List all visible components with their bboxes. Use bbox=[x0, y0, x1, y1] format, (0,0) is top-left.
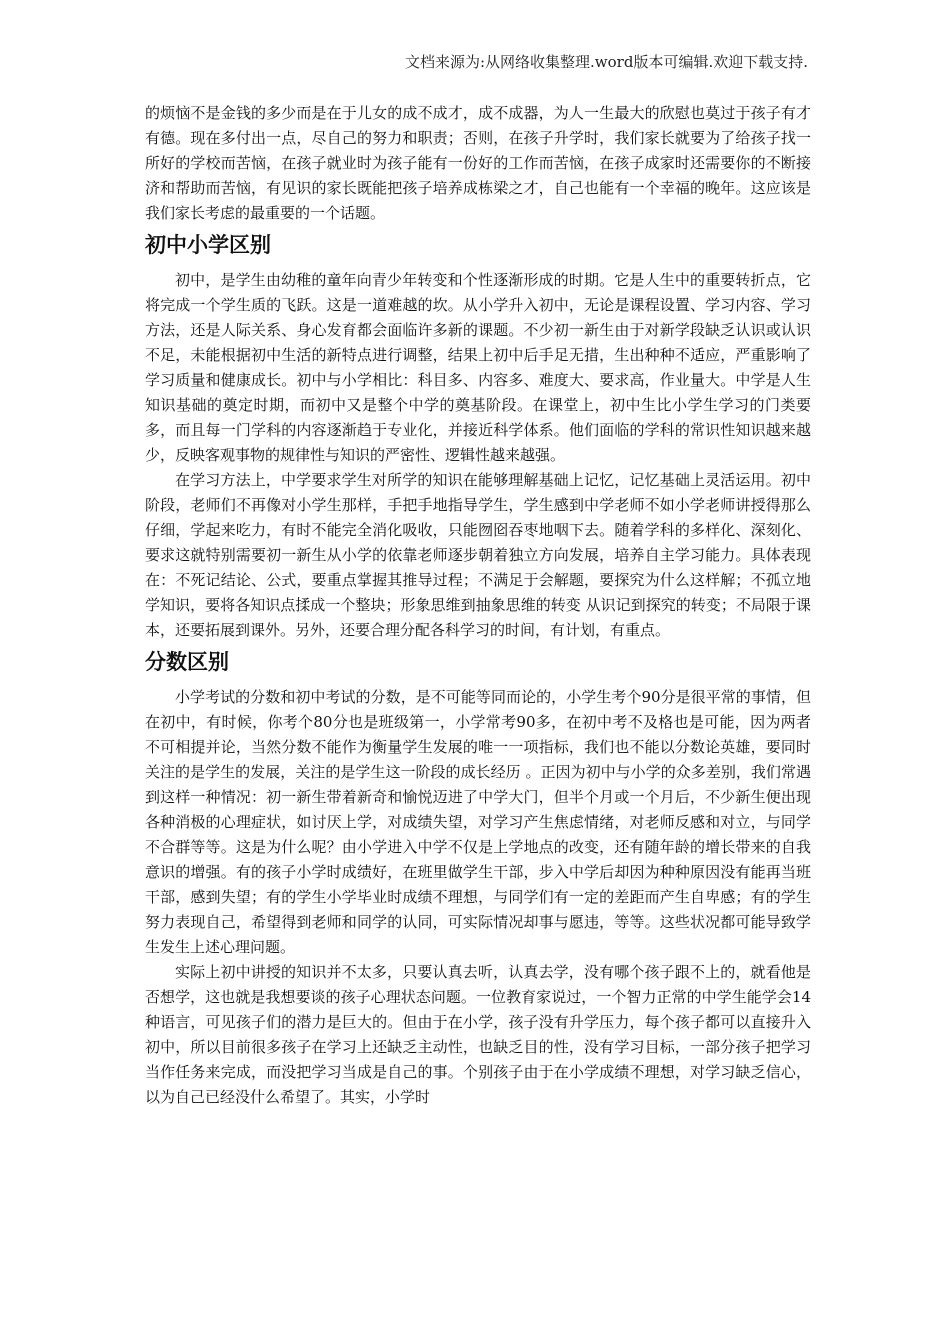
document-body bbox=[145, 101, 811, 1110]
section-heading: 分数区别 bbox=[145, 650, 229, 674]
section-junior-primary-difference bbox=[145, 230, 811, 643]
body-paragraph: 实际上初中讲授的知识并不太多，只要认真去听，认真去学，没有哪个孩子跟不上的，就看他是否想学，这也就是我想要谈的孩子心理状态问题。一位教育家说过，一个智力正常的中学生能学会14种语言，可见孩子们的潜力是巨大的。但由于在小学，孩子没有升学压力，每个孩子都可以直接升入初中，所以目前很多孩子在学习上还缺乏主动性，也缺乏目的性，没有学习目标，一部分孩子把学习当作任务来完成，而没把学习当成是自己的事。个别孩子由于在小学成绩不理想，对学习缺乏信心，以为自己已经没什么希望了。其实，小学时 bbox=[145, 963, 811, 1106]
body-paragraph: 初中，是学生由幼稚的童年向青少年转变和个性逐渐形成的时期。它是人生中的重要转折点，它将完成一个学生质的飞跃。这是一道难越的坎。从小学升入初中，无论是课程设置、学习内容、学习方法，还是人际关系、身心发育都会面临许多新的课题。不少初一新生由于对新学段缺乏认识或认识不足，未能根据初中生活的新特点进行调整，结果上初中后手足无措，生出种种不适应，严重影响了学习质量和健康成长。初中与小学相比：科目多、内容多、难度大、要求高，作业量大。中学是人生知识基础的奠定时期，而初中又是整个中学的奠基阶段。在课堂上，初中生比小学生学习的门类要多，而且每一门学科的内容逐渐趋于专业化，并接近科学体系。他们面临的学科的常识性知识越来越少，反映客观事物的规律性与知识的严密性、逻辑性越来越强。 bbox=[145, 271, 811, 464]
section-score-difference bbox=[145, 647, 811, 1110]
body-paragraph: 小学考试的分数和初中考试的分数，是不可能等同而论的，小学生考个90分是很平常的事情，但在初中，有时候，你考个80分也是班级第一，小学常考90多，在初中考不及格也是可能，因为两者不可相提并论，当然分数不能作为衡量学生发展的唯一一项指标，我们也不能以分数论英雄，要同时关注的是学生的发展，关注的是学生这一阶段的成长经历 。正因为初中与小学的众多差别，我们常遇到这样一种情况：初一新生带着新奇和愉悦迈进了中学大门，但半个月或一个月后，不少新生便出现各种消极的心理症状，如讨厌上学，对成绩失望，对学习产生焦虑情绪，对老师反感和对立，与同学不合群等等。这是为什么呢？由小学进入中学不仅是上学地点的改变，还有随年龄的增长带来的自我意识的增强。有的孩子小学时成绩好，在班里做学生干部，步入中学后却因为种种原因没有能再当班干部，感到失望；有的学生小学毕业时成绩不理想，与同学们有一定的差距而产生自卑感；有的学生努力表现自己，希望得到老师和同学的认同，可实际情况却事与愿违，等等。这些状况都可能导致学生发生上述心理问题。 bbox=[145, 688, 811, 956]
section-heading: 初中小学区别 bbox=[145, 233, 271, 257]
body-paragraph: 在学习方法上，中学要求学生对所学的知识在能够理解基础上记忆，记忆基础上灵活运用。初中阶段，老师们不再像对小学生那样，手把手地指导学生，学生感到中学老师不如小学老师讲授得那么仔细，学起来吃力，有时不能完全消化吸收，只能囫囵吞枣地咽下去。随着学科的多样化、深刻化、要求这就特别需要初一新生从小学的依靠老师逐步朝着独立方向发展，培养自主学习能力。具体表现在：不死记结论、公式，要重点掌握其推导过程；不满足于会解题，要探究为什么这样解；不孤立地学知识，要将各知识点揉成一个整块；形象思维到抽象思维的转变 从识记到探究的转变；不局限于课本，还要拓展到课外。另外，还要合理分配各科学习的时间，有计划，有重点。 bbox=[145, 471, 811, 639]
source-note: 文档来源为:从网络收集整理.word版本可编辑.欢迎下载支持. bbox=[404, 53, 808, 71]
intro-paragraph: 的烦恼不是金钱的多少而是在于儿女的成不成才，成不成器，为人一生最大的欣慰也莫过于孩子有才有德。现在多付出一点，尽自己的努力和职责；否则，在孩子升学时，我们家长就要为了给孩子找一所好的学校而苦恼，在孩子就业时为孩子能有一份好的工作而苦恼，在孩子成家时还需要你的不断接济和帮助而苦恼，有见识的家长既能把孩子培养成栋梁之才，自己也能有一个幸福的晚年。这应该是我们家长考虑的最重要的一个话题。 bbox=[145, 104, 811, 222]
